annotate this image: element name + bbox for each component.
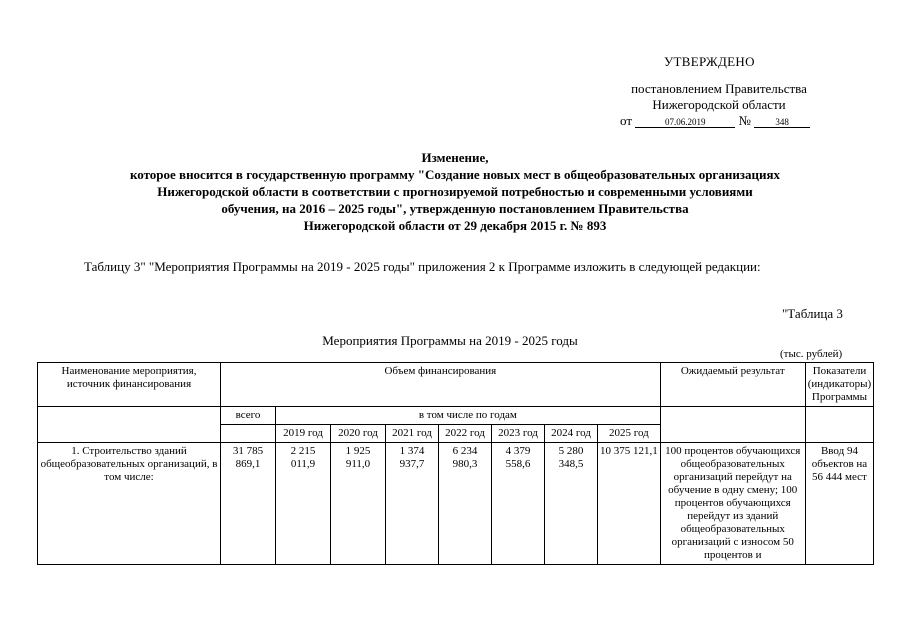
table-label: "Таблица 3 (782, 306, 843, 321)
header-total: всего (221, 407, 276, 425)
row-result: 100 процентов обучающихся общеобразовательных организаций перейдут на обучение в одну смену; 100 процентов обучающихся перейдут из зданий общеобразовательных организаций с износом 50 процентов и (660, 443, 805, 565)
header-name: Наименование мероприятия, источник финансирования (38, 363, 221, 407)
row-value: 2 215 011,9 (276, 443, 331, 565)
header-blank (38, 407, 221, 425)
row-value: 5 280 348,5 (545, 443, 598, 565)
document-title (40, 149, 870, 234)
approved-by-line2: Нижегородской области (652, 97, 786, 112)
date-prefix: от (620, 113, 633, 128)
row-total: 31 785 869,1 (221, 443, 276, 565)
header-year: 2023 год (492, 425, 545, 443)
header-year: 2019 год (276, 425, 331, 443)
row-value: 6 234 980,3 (439, 443, 492, 565)
title-line5: Нижегородской области от 29 декабря 2015 г. № 893 (303, 218, 607, 233)
table-row (38, 443, 874, 565)
row-name: 1. Строительство зданий общеобразовательных организаций, в том числе: (38, 443, 221, 565)
approved-stamp: УТВЕРЖДЕНО (664, 54, 755, 69)
row-value: 10 375 121,1 (598, 443, 661, 565)
header-year: 2022 год (439, 425, 492, 443)
header-volume: Объем финансирования (221, 363, 661, 407)
approved-by-line1: постановлением Правительства (631, 81, 807, 96)
header-blank (38, 425, 221, 443)
title-line3: Нижегородской области в соответствии с прогнозируемой потребностью и современными условиями (157, 184, 753, 199)
header-by-years: в том числе по годам (276, 407, 661, 425)
header-blank (805, 425, 873, 443)
table-header-row-2 (38, 407, 874, 425)
header-year: 2021 год (386, 425, 439, 443)
row-value: 1 925 911,0 (331, 443, 386, 565)
title-line2: которое вносится в государственную программу "Создание новых мест в общеобразовательных организациях (129, 167, 781, 182)
table-header-row-1 (38, 363, 874, 407)
row-value: 1 374 937,7 (386, 443, 439, 565)
header-year: 2020 год (331, 425, 386, 443)
header-indicators: Показатели (индикаторы) Программы (805, 363, 873, 407)
amendment-paragraph: Таблицу 3" "Мероприятия Программы на 2019 - 2025 годы" приложения 2 к Программе изложить в следующей редакции: (84, 259, 761, 274)
header-year: 2025 год (598, 425, 661, 443)
approved-by (614, 81, 824, 113)
program-measures-table (37, 362, 874, 565)
title-line1: Изменение, (421, 150, 489, 165)
header-blank (221, 425, 276, 443)
header-blank (660, 425, 805, 443)
number-prefix: № (738, 113, 751, 128)
approval-number: 348 (754, 117, 810, 128)
units-label: (тыс. рублей) (780, 348, 843, 360)
approval-date: 07.06.2019 (635, 117, 735, 128)
table-caption: Мероприятия Программы на 2019 - 2025 годы (322, 333, 578, 348)
header-year: 2024 год (545, 425, 598, 443)
row-indicator: Ввод 94 объектов на 56 444 мест (805, 443, 873, 565)
table-header-row-3 (38, 425, 874, 443)
title-line4: обучения, на 2016 – 2025 годы", утвержденную постановлением Правительства (221, 201, 689, 216)
header-result: Ожидаемый результат (660, 363, 805, 407)
header-blank (805, 407, 873, 425)
row-value: 4 379 558,6 (492, 443, 545, 565)
header-blank (660, 407, 805, 425)
approval-date-line (620, 113, 810, 129)
